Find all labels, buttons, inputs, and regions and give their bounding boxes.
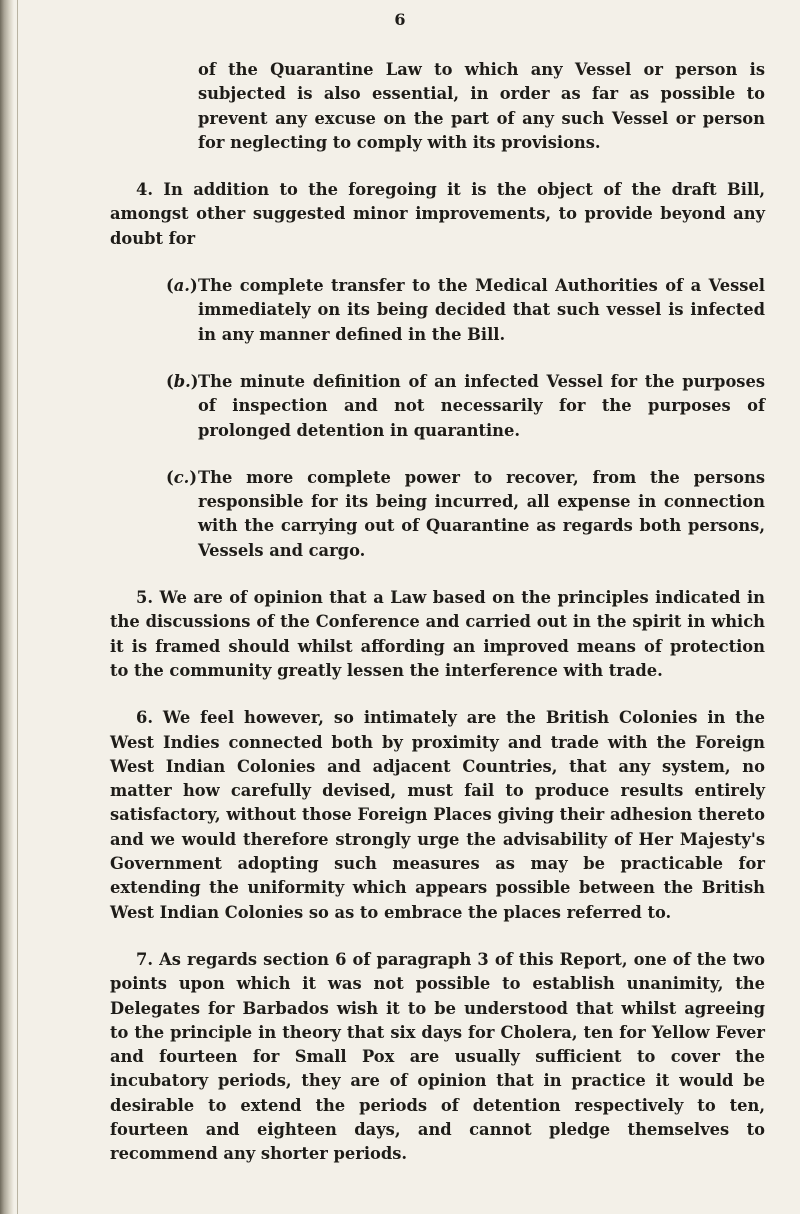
list-item-c bbox=[110, 466, 765, 563]
list-item-label: (c.) bbox=[166, 467, 198, 487]
paragraph-5: 5. We are of opinion that a Law based on the principles indicated in the discussions of the Conference and carried out in the spirit in which it is framed should whilst affording an improved means of protection to the community greatly lessen the interference with trade. bbox=[110, 588, 765, 680]
paragraph-6: 6. We feel however, so intimately are the British Colonies in the West Indies connected both by proximity and trade with the Foreign West Indian Colonies and adjacent Countries, that any system, no matter how carefully devised, must fail to produce results entirely satisfactory, without those Foreign Places giving their adhesion thereto and we would therefore strongly urge the advisability of Her Majesty's Government adopting such measures as may be practicable for extending the uniformity which appears possible between the British West Indian Colonies so as to embrace the places referred to. bbox=[110, 708, 765, 922]
paragraph-7: 7. As regards section 6 of paragraph 3 of this Report, one of the two points upon which it was not possible to establish unanimity, the Delegates for Barbados wish it to be understood that whilst agreeing to the principle in theory that six days for Cholera, ten for Yellow Fever and fourteen for Small Pox are usually sufficient to cover the incubatory periods, they are of opinion that in practice it would be desirable to extend the periods of detention respectively to ten, fourteen and eighteen days, and cannot pledge themselves to recommend any shorter periods. bbox=[110, 949, 765, 1164]
binding-edge bbox=[0, 0, 14, 1214]
list-item-text: The complete transfer to the Medical Authorities of a Vessel immediately on its being decided that such vessel is infected in any manner defined in the Bill. bbox=[198, 276, 765, 344]
list-item-b bbox=[110, 370, 765, 443]
page-number: 6 bbox=[394, 10, 406, 29]
list-item-text: The more complete power to recover, from the persons responsible for its being incurred, all expense in connection with the carrying out of Quarantine as regards both persons, Vessels and cargo. bbox=[198, 467, 765, 560]
page-body bbox=[110, 58, 765, 1190]
continuation-paragraph: of the Quarantine Law to which any Vessel or person is subjected is also essential, in order as far as possible to prevent any excuse on the part of any such Vessel or person for neglecting to comply with its provisions. bbox=[198, 60, 765, 152]
list-item-text: The minute definition of an infected Vessel for the purposes of inspection and not necessarily for the purposes of prolonged detention in quarantine. bbox=[198, 371, 765, 440]
list-item-a bbox=[110, 274, 765, 347]
paragraph-4: 4. In addition to the foregoing it is the object of the draft Bill, amongst other suggested minor improvements, to provide beyond any doubt for bbox=[110, 180, 765, 248]
binding-line bbox=[17, 0, 18, 1214]
list-item-label: (a.) bbox=[166, 276, 198, 296]
list-item-label: (b.) bbox=[166, 371, 199, 391]
